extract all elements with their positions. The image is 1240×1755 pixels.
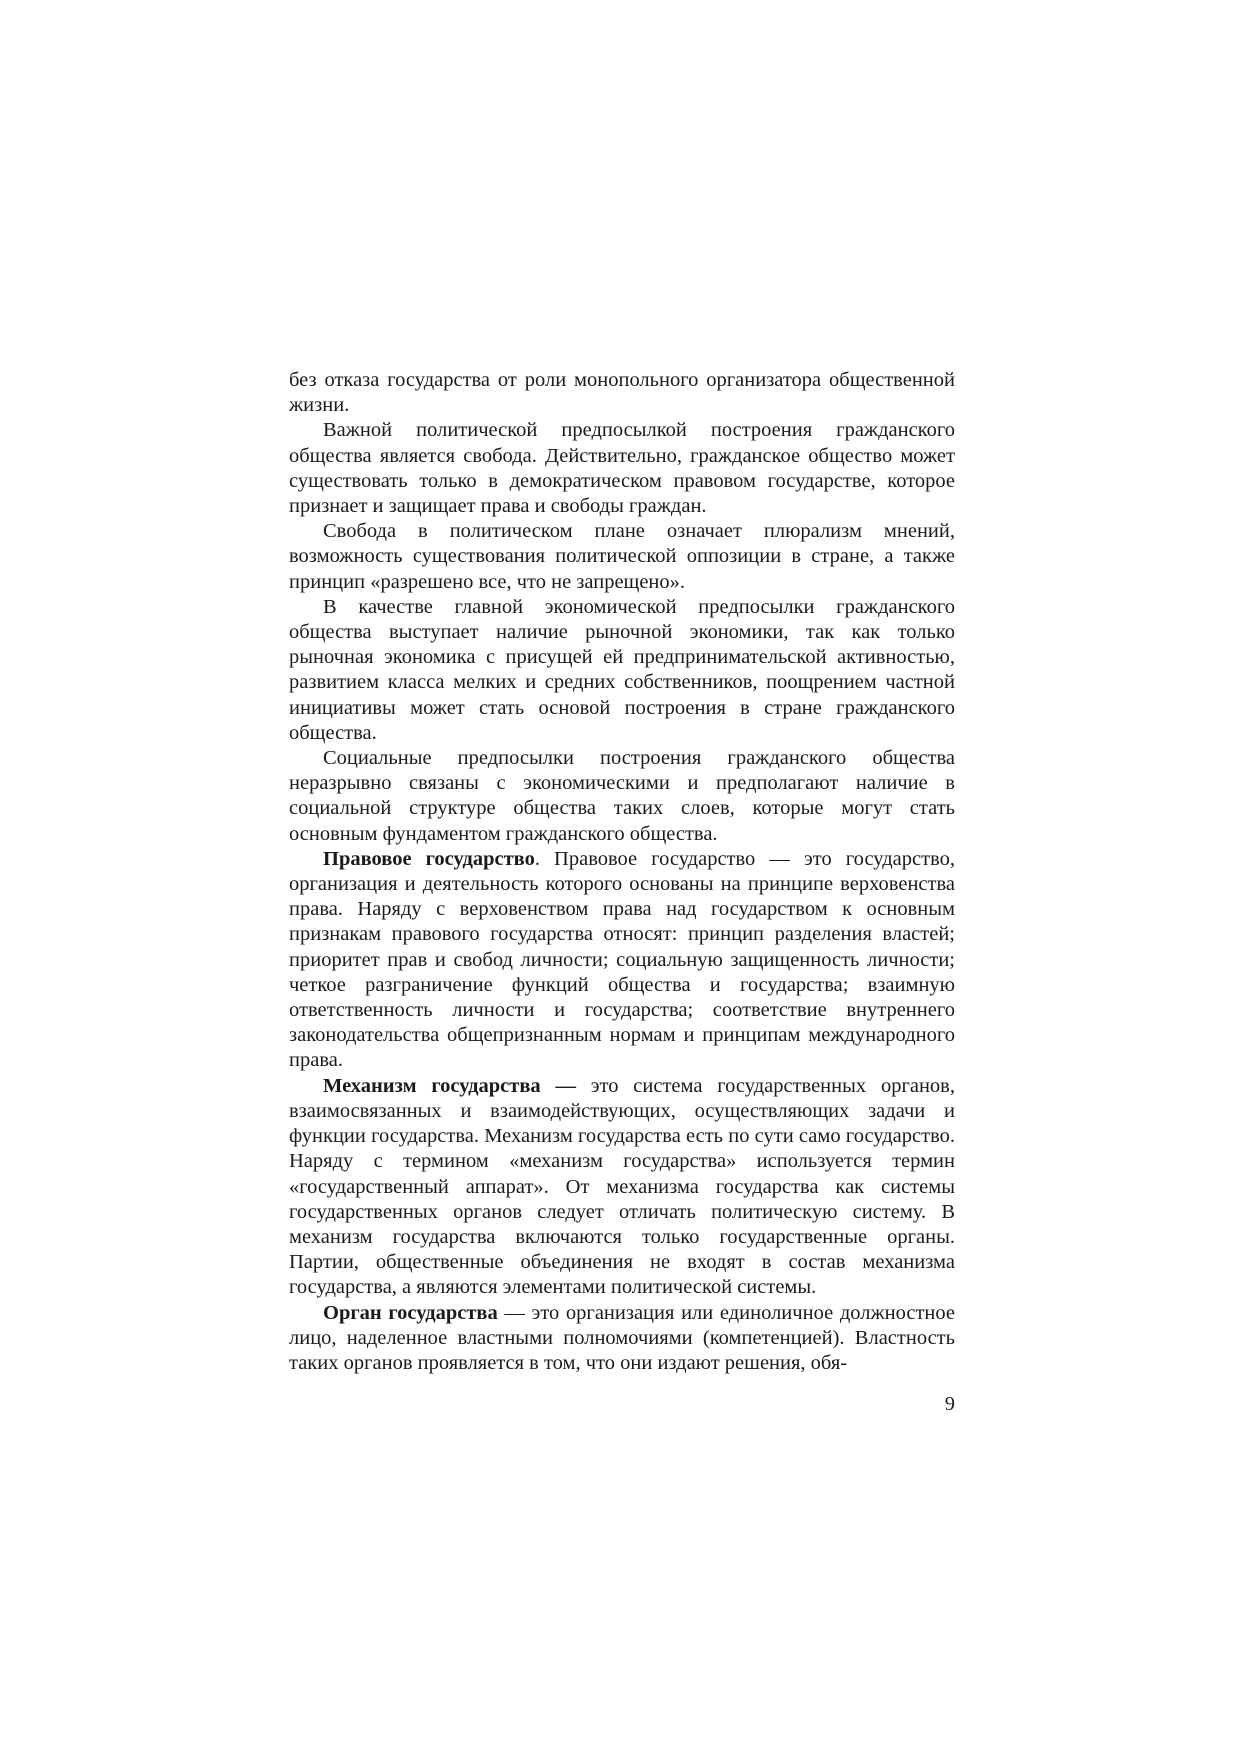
paragraph-3: Свобода в политическом плане означает плюрализм мнений, возможность существования политической оппозиции в стране, а также принцип «разрешено все, что не запрещено».	[289, 520, 955, 593]
paragraph-4: В качестве главной экономической предпосылки гражданского общества выступает наличие рыночной экономики, так как только рыночная экономика с присущей ей предпринимательской активностью, развитием класса мелких и средних собственников, поощрением частной инициативы может стать основой построения в стране гражданского общества.	[289, 595, 955, 744]
paragraph-7	[289, 1074, 955, 1301]
body-text	[289, 368, 955, 1376]
page-number: 9	[944, 1393, 955, 1415]
paragraph-5: Социальные предпосылки построения гражданского общества неразрывно связаны с экономическими и предполагают наличие в социальной структуре общества таких слоев, которые могут стать основным фундаментом гражданского общества.	[289, 747, 955, 845]
paragraph-8-text: — это организация или единоличное должностное лицо, наделенное властными полномочиями (компетенцией). Властность таких органов проявляется в том, что они издают решения, обя-	[289, 1301, 955, 1374]
term-rule-of-law-state: Правовое государство	[323, 847, 535, 870]
paragraph-6-text: . Правовое государство — это государство, организация и деятельность которого основаны на принципе верховенства права. Наряду с верховенством права над государством к основным признакам правового государства относят: принцип разделения властей; приоритет прав и свобод личности; социальную защищенность личности; четкое разграничение функций общества и государства; взаимную ответственность личности и государства; соответствие внутреннего законодательства общепризнанным нормам и принципам международного права.	[289, 847, 955, 1072]
term-state-body: Орган государства	[323, 1301, 498, 1324]
paragraph-8	[289, 1301, 955, 1377]
paragraph-2: Важной политической предпосылкой построения гражданского общества является свобода. Действительно, гражданское общество может существовать только в демократическом правовом государстве, которое признает и защищает права и свободы граждан.	[289, 419, 955, 518]
term-state-mechanism: Механизм государства —	[323, 1074, 576, 1097]
paragraph-1: без отказа государства от роли монопольного организатора общественной жизни.	[289, 369, 955, 417]
paragraph-7-text: это система государственных органов, взаимосвязанных и взаимодействующих, осуществляющих задачи и функции государства. Механизм государства есть по сути само государство. Наряду с термином «механизм государства» используется термин «государственный аппарат». От механизма государства как системы государственных органов следует отличать политическую систему. В механизм государства включаются только государственные органы. Партии, общественные объединения не входят в состав механизма государства, а являются элементами политической системы.	[289, 1074, 955, 1299]
paragraph-6	[289, 847, 955, 1074]
